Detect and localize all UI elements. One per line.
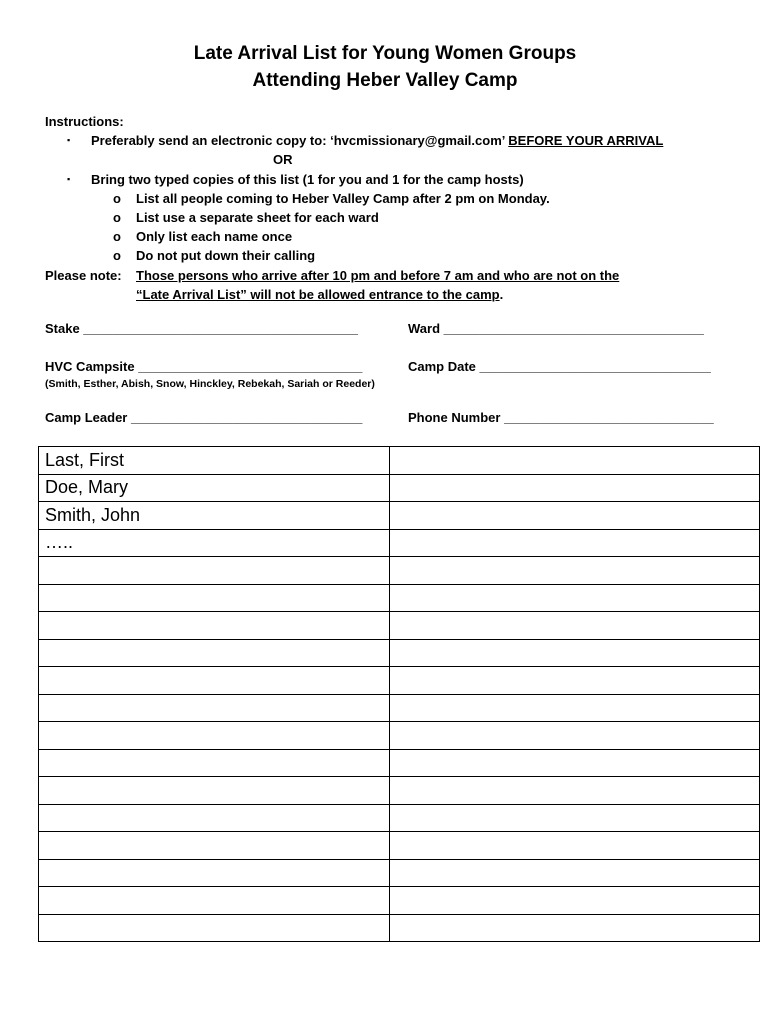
table-row	[39, 557, 760, 585]
campsite-options-hint: (Smith, Esther, Abish, Snow, Hinckley, Rebekah, Sariah or Reeder)	[45, 378, 375, 390]
note-line-2: “Late Arrival List” will not be allowed entrance to the camp.	[136, 286, 504, 302]
name-cell[interactable]	[39, 584, 390, 612]
detail-cell[interactable]	[390, 447, 760, 475]
table-row	[39, 694, 760, 722]
name-cell[interactable]	[39, 777, 390, 805]
phone-number-field[interactable]: Phone Number _____________________________	[408, 410, 714, 425]
name-cell[interactable]	[39, 832, 390, 860]
circle-bullet-icon: o	[113, 190, 121, 206]
ward-field[interactable]: Ward ____________________________________	[408, 321, 704, 336]
name-cell[interactable]: Doe, Mary	[39, 474, 390, 502]
detail-cell[interactable]	[390, 639, 760, 667]
table-row	[39, 914, 760, 942]
detail-cell[interactable]	[390, 887, 760, 915]
detail-cell[interactable]	[390, 474, 760, 502]
square-bullet-icon: ▪	[67, 135, 71, 146]
table-row	[39, 502, 760, 530]
sub-item-2: List use a separate sheet for each ward	[136, 209, 379, 225]
table-row	[39, 639, 760, 667]
table-row	[39, 447, 760, 475]
name-cell[interactable]	[39, 722, 390, 750]
title-line-1: Late Arrival List for Young Women Groups	[193, 43, 577, 64]
detail-cell[interactable]	[390, 722, 760, 750]
name-cell[interactable]	[39, 887, 390, 915]
name-cell[interactable]	[39, 557, 390, 585]
detail-cell[interactable]	[390, 557, 760, 585]
note-label: Please note:	[45, 267, 122, 283]
name-cell[interactable]	[39, 804, 390, 832]
circle-bullet-icon: o	[113, 248, 121, 264]
detail-cell[interactable]	[390, 914, 760, 942]
detail-cell[interactable]	[390, 859, 760, 887]
detail-cell[interactable]	[390, 777, 760, 805]
detail-cell[interactable]	[390, 584, 760, 612]
table-row	[39, 667, 760, 695]
name-cell[interactable]	[39, 612, 390, 640]
sub-item-4: Do not put down their calling	[136, 248, 316, 264]
detail-cell[interactable]	[390, 832, 760, 860]
table-row	[39, 612, 760, 640]
detail-cell[interactable]	[390, 612, 760, 640]
name-cell[interactable]: …..	[39, 529, 390, 557]
detail-cell[interactable]	[390, 529, 760, 557]
name-cell[interactable]	[39, 749, 390, 777]
camp-date-field[interactable]: Camp Date ________________________________	[408, 359, 711, 374]
or-separator: OR	[273, 152, 293, 168]
camp-leader-field[interactable]: Camp Leader ________________________________	[45, 410, 363, 425]
name-cell[interactable]	[39, 694, 390, 722]
sub-item-1: List all people coming to Heber Valley Camp after 2 pm on Monday.	[136, 190, 550, 206]
table-row	[39, 722, 760, 750]
table-row	[39, 859, 760, 887]
table-row	[39, 777, 760, 805]
table-row	[39, 804, 760, 832]
title-line-2: Attending Heber Valley Camp	[252, 70, 518, 91]
name-cell[interactable]	[39, 859, 390, 887]
stake-field[interactable]: Stake ______________________________________	[45, 321, 359, 336]
detail-cell[interactable]	[390, 694, 760, 722]
detail-cell[interactable]	[390, 667, 760, 695]
instruction-item-1: Preferably send an electronic copy to: ‘hvcmissionary@gmail.com’ BEFORE YOUR ARRIVAL	[91, 133, 664, 149]
note-line-1: Those persons who arrive after 10 pm and before 7 am and who are not on the	[136, 267, 620, 283]
name-cell[interactable]	[39, 914, 390, 942]
instructions-heading: Instructions:	[45, 114, 124, 129]
name-cell[interactable]	[39, 667, 390, 695]
name-cell[interactable]	[39, 639, 390, 667]
table-row	[39, 749, 760, 777]
table-row	[39, 832, 760, 860]
table-row	[39, 887, 760, 915]
late-arrival-names-table	[38, 446, 760, 942]
hvc-campsite-field[interactable]: HVC Campsite _______________________________	[45, 359, 363, 374]
instruction-item-2: Bring two typed copies of this list (1 for you and 1 for the camp hosts)	[91, 171, 524, 187]
circle-bullet-icon: o	[113, 229, 121, 245]
detail-cell[interactable]	[390, 749, 760, 777]
instructions-block	[45, 112, 745, 304]
name-cell[interactable]: Smith, John	[39, 502, 390, 530]
table-row	[39, 584, 760, 612]
before-arrival-emphasis: BEFORE YOUR ARRIVAL	[508, 133, 664, 149]
sub-item-3: Only list each name once	[136, 229, 293, 245]
table-row	[39, 529, 760, 557]
square-bullet-icon: ▪	[67, 173, 71, 184]
circle-bullet-icon: o	[113, 209, 121, 225]
page-title	[0, 40, 770, 94]
detail-cell[interactable]	[390, 502, 760, 530]
name-cell[interactable]: Last, First	[39, 447, 390, 475]
table-row	[39, 474, 760, 502]
detail-cell[interactable]	[390, 804, 760, 832]
